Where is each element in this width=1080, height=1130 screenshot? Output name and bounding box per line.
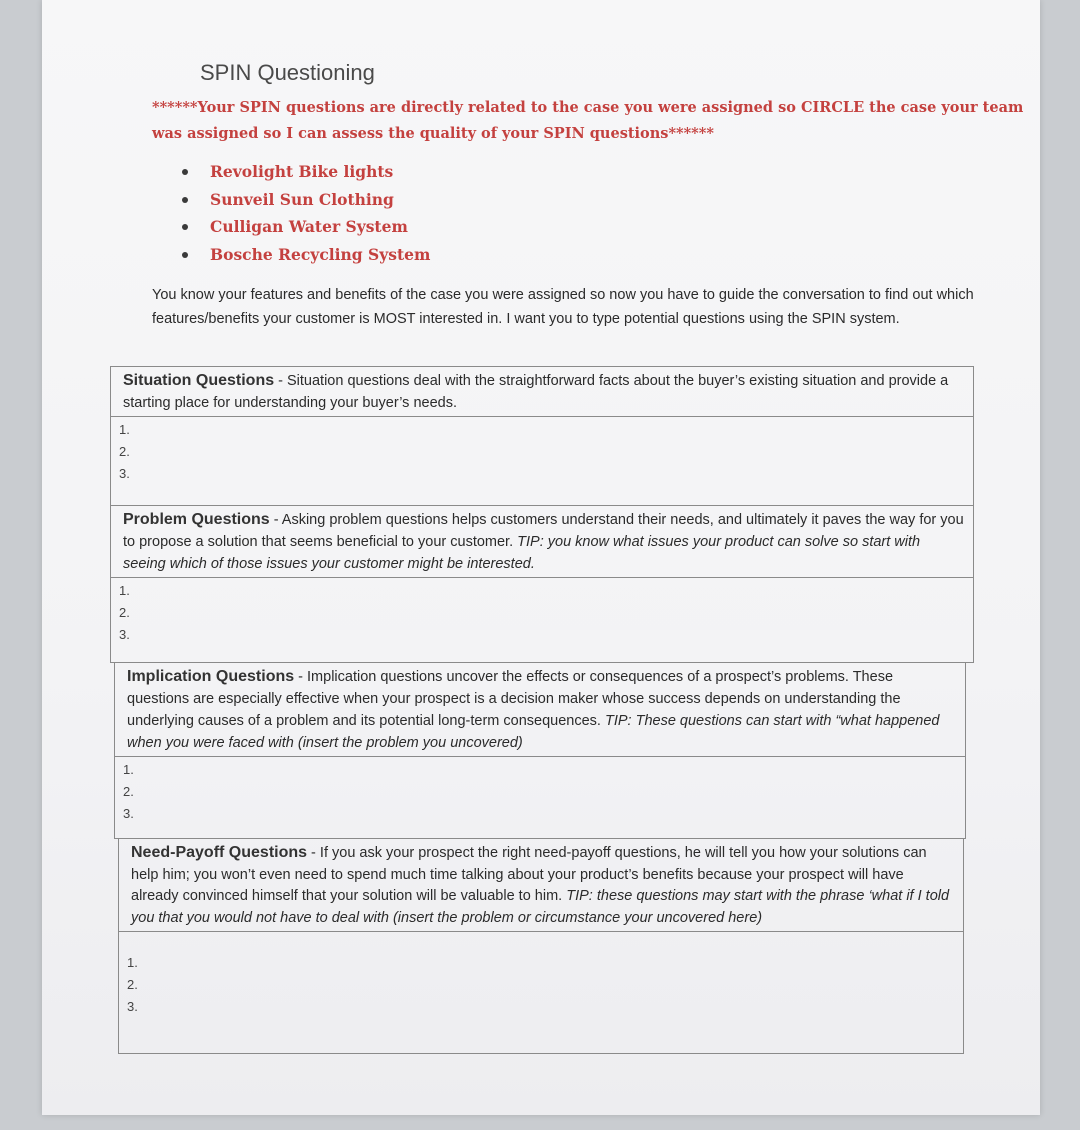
case-notice <box>152 95 1042 147</box>
case-item[interactable]: Revolight Bike lights <box>182 158 430 186</box>
section-tip: TIP: you know what issues your product can solve so start with seeing which of those issues your customer might be interested. <box>123 534 921 572</box>
answer-line[interactable]: 2. <box>127 977 138 992</box>
document-page <box>42 0 1040 1115</box>
bullet-icon <box>182 252 188 258</box>
case-item[interactable]: Sunveil Sun Clothing <box>182 186 430 214</box>
bullet-icon <box>182 169 188 175</box>
section-tip: TIP: These questions can start with “what happened when you were faced with (insert the problem you uncovered) <box>127 713 940 751</box>
section-tip: TIP: these questions may start with the phrase ‘what if I told you that you would not have to deal with (insert the problem or circumstance your uncovered here) <box>131 888 950 926</box>
notice-stars-right: ****** <box>668 125 714 142</box>
section-description: - Implication questions uncover the effects or consequences of a prospect’s problems. These questions are especially effective when your prospect is a decision maker whose success depends on understanding the underlying causes of a problem and its potential long-term consequences. <box>127 669 901 729</box>
need-payoff-section <box>118 838 964 1054</box>
section-description: - Asking problem questions helps customers understand their needs, and ultimately it paves the way for you to propose a solution that seems beneficial to your customer. <box>123 512 964 550</box>
problem-section <box>110 505 974 663</box>
answer-list[interactable] <box>111 578 973 646</box>
section-description: - Situation questions deal with the straightforward facts about the buyer’s existing situation and provide a starting place for understanding your buyer’s needs. <box>123 373 949 411</box>
section-heading: Problem Questions <box>123 511 270 528</box>
answer-line[interactable]: 1. <box>119 583 130 598</box>
notice-stars-left: ****** <box>152 99 198 116</box>
answer-line[interactable]: 1. <box>127 955 138 970</box>
answer-line[interactable]: 2. <box>119 444 130 459</box>
answer-list[interactable] <box>119 932 963 1018</box>
section-header <box>111 367 973 417</box>
case-list <box>182 158 430 268</box>
answer-line[interactable]: 2. <box>123 784 134 799</box>
situation-section <box>110 366 974 506</box>
section-header <box>119 839 963 932</box>
intro-paragraph: You know your features and benefits of the case you were assigned so now you have to guide the conversation to find out which features/benefits your customer is MOST interested in. I want you to type potential questions using the SPIN system. <box>152 287 974 327</box>
page-title: SPIN Questioning <box>200 60 375 85</box>
case-item[interactable]: Bosche Recycling System <box>182 241 430 269</box>
answer-line[interactable]: 3. <box>119 627 130 642</box>
section-heading: Implication Questions <box>127 668 295 685</box>
implication-section <box>114 662 966 839</box>
answer-line[interactable]: 2. <box>119 605 130 620</box>
section-description: - If you ask your prospect the right need-payoff questions, he will tell you how your solutions can help him; you won’t even need to spend much time talking about your product’s benefits because your prospect will have already convinced himself that your solution will be valuable to him. <box>131 845 927 904</box>
section-heading: Need-Payoff Questions <box>131 844 308 861</box>
answer-line[interactable]: 3. <box>127 999 138 1014</box>
answer-list[interactable] <box>115 757 965 825</box>
answer-list[interactable] <box>111 417 973 485</box>
answer-line[interactable]: 3. <box>123 806 134 821</box>
answer-line[interactable]: 1. <box>119 422 130 437</box>
bullet-icon <box>182 224 188 230</box>
answer-line[interactable]: 3. <box>119 466 130 481</box>
section-header <box>111 506 973 578</box>
bullet-icon <box>182 197 188 203</box>
case-item[interactable]: Culligan Water System <box>182 213 430 241</box>
section-header <box>115 663 965 757</box>
notice-text-2: was assigned so I can assess the quality of your SPIN questions <box>152 125 669 142</box>
section-heading: Situation Questions <box>123 372 275 389</box>
notice-text: Your SPIN questions are directly related to the case you were assigned so CIRCLE the case your team <box>197 99 1024 116</box>
answer-line[interactable]: 1. <box>123 762 134 777</box>
